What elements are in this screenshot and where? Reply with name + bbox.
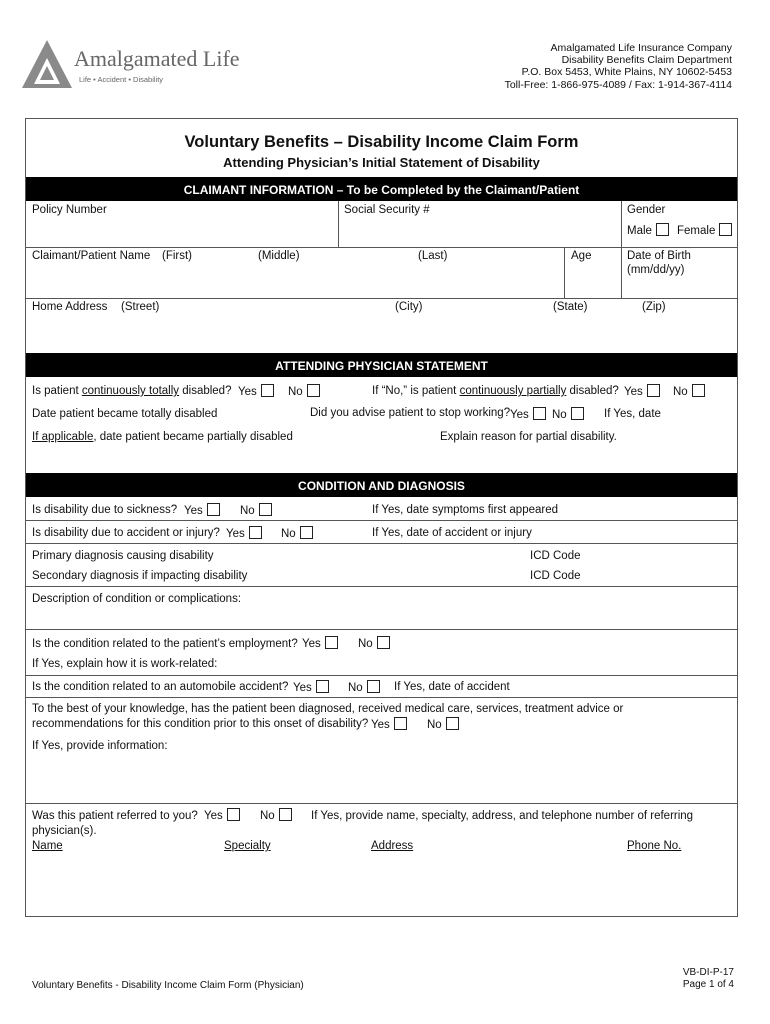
column-address: Address	[371, 840, 414, 852]
company-logo	[22, 40, 240, 92]
form-title: Voluntary Benefits – Disability Income Claim Form	[184, 133, 579, 151]
female-checkbox[interactable]	[719, 223, 732, 236]
total-yes-option[interactable]	[238, 384, 274, 398]
total-no-option[interactable]	[288, 384, 320, 398]
total-yes-checkbox[interactable]	[261, 384, 274, 397]
date-totally-disabled-label: Date patient became totally disabled	[32, 408, 218, 420]
accident-no-option[interactable]	[281, 526, 313, 540]
referred-yes-checkbox[interactable]	[227, 808, 240, 821]
yes-label: Yes	[371, 719, 390, 731]
home-address-label: Home Address	[32, 301, 108, 313]
logo-tagline: Life • Accident • Disability	[79, 75, 164, 84]
accident-date-label: If Yes, date of accident or injury	[372, 527, 532, 539]
yes-label: Yes	[302, 638, 321, 650]
sickness-yes-option[interactable]	[184, 503, 220, 517]
sickness-no-checkbox[interactable]	[259, 503, 272, 516]
provide-info-label: If Yes, provide information:	[32, 740, 168, 752]
no-label: No	[281, 528, 296, 540]
referred-no-checkbox[interactable]	[279, 808, 292, 821]
page-number: Page 1 of 4	[682, 979, 734, 990]
form-code: VB-DI-P-17	[682, 967, 734, 978]
dob-format-label: (mm/dd/yy)	[627, 264, 685, 276]
if-applicable-text: If applicable	[32, 431, 94, 443]
auto-date-label: If Yes, date of accident	[394, 681, 510, 693]
no-label: No	[358, 638, 373, 650]
continuously-totally-question	[32, 385, 231, 397]
company-address	[505, 42, 732, 91]
auto-no-checkbox[interactable]	[367, 680, 380, 693]
partial-yes-checkbox[interactable]	[647, 384, 660, 397]
yes-label: Yes	[226, 528, 245, 540]
city-label: (City)	[395, 301, 423, 313]
condition-section-header: CONDITION AND DIAGNOSIS	[26, 473, 737, 497]
automobile-question: Is the condition related to an automobile accident?	[32, 681, 289, 693]
secondary-icd-label: ICD Code	[530, 570, 581, 582]
state-label: (State)	[553, 301, 588, 313]
footer-form-name: Voluntary Benefits - Disability Income Claim Form (Physician)	[32, 980, 304, 991]
no-label: No	[288, 386, 303, 398]
column-name: Name	[32, 840, 63, 852]
auto-no-option[interactable]	[348, 680, 380, 694]
knowledge-yes-checkbox[interactable]	[394, 717, 407, 730]
yes-label: Yes	[204, 810, 223, 822]
employment-yes-checkbox[interactable]	[325, 636, 338, 649]
question-text-end: disabled?	[566, 385, 619, 397]
total-no-checkbox[interactable]	[307, 384, 320, 397]
age-label: Age	[571, 250, 592, 262]
company-phone: Toll-Free: 1-866-975-4089 / Fax: 1-914-367-4114	[504, 78, 732, 91]
employment-question: Is the condition related to the patient’s employment?	[32, 638, 298, 650]
employment-no-option[interactable]	[358, 636, 390, 650]
zip-label: (Zip)	[642, 301, 666, 313]
male-checkbox[interactable]	[656, 223, 669, 236]
claimant-name-label: Claimant/Patient Name	[32, 250, 151, 262]
yes-label: Yes	[184, 505, 203, 517]
female-label: Female	[677, 225, 716, 237]
primary-icd-label: ICD Code	[530, 550, 581, 562]
ssn-label: Social Security #	[344, 204, 430, 216]
stop-working-question	[310, 407, 510, 419]
form-subtitle: Attending Physician’s Initial Statement of Disability	[223, 155, 540, 170]
question-text: Did you advise patient to stop working?	[310, 407, 511, 419]
stop-no-checkbox[interactable]	[571, 407, 584, 420]
referred-question: Was this patient referred to you?	[32, 810, 198, 822]
physician-section-header: ATTENDING PHYSICIAN STATEMENT	[26, 353, 737, 377]
knowledge-question-line2: recommendations for this condition prior to this onset of disability?	[32, 718, 369, 730]
explain-partial-label: Explain reason for partial disability.	[440, 431, 617, 443]
logo-triangle-icon	[22, 40, 72, 90]
company-po-box: P.O. Box 5453, White Plains, NY 10602-5453	[521, 66, 732, 79]
referred-no-option[interactable]	[260, 808, 292, 822]
description-label: Description of condition or complications:	[32, 593, 242, 605]
explain-work-label: If Yes, explain how it is work-related:	[32, 658, 218, 670]
column-specialty: Specialty	[224, 840, 271, 852]
logo-name: Amalgamated Life	[74, 46, 240, 71]
stop-no-option[interactable]	[552, 407, 584, 421]
accident-question: Is disability due to accident or injury?	[32, 527, 220, 539]
secondary-diagnosis-label: Secondary diagnosis if impacting disability	[32, 570, 248, 582]
company-department: Disability Benefits Claim Department	[561, 54, 732, 67]
question-text-end: disabled?	[179, 385, 232, 397]
sickness-no-option[interactable]	[240, 503, 272, 517]
continuously-partially-question	[372, 385, 619, 397]
accident-yes-option[interactable]	[226, 526, 262, 540]
if-yes-date-label: If Yes, date	[604, 408, 661, 420]
sickness-yes-checkbox[interactable]	[207, 503, 220, 516]
referring-instructions-line2: physician(s).	[32, 825, 97, 837]
auto-yes-checkbox[interactable]	[316, 680, 329, 693]
partial-no-checkbox[interactable]	[692, 384, 705, 397]
knowledge-no-option[interactable]	[427, 717, 459, 731]
column-phone: Phone No.	[627, 840, 682, 852]
question-underlined: continuously partially	[459, 385, 567, 397]
sickness-question: Is disability due to sickness?	[32, 504, 178, 516]
male-label: Male	[627, 225, 652, 237]
stop-yes-checkbox[interactable]	[533, 407, 546, 420]
no-label: No	[427, 719, 442, 731]
employment-yes-option[interactable]	[302, 636, 338, 650]
employment-no-checkbox[interactable]	[377, 636, 390, 649]
partial-yes-option[interactable]	[624, 384, 660, 398]
stop-yes-option[interactable]	[510, 407, 546, 421]
middle-name-label: (Middle)	[258, 250, 300, 262]
referring-instructions-line1: If Yes, provide name, specialty, address, and telephone number of referring	[311, 810, 694, 822]
auto-yes-option[interactable]	[293, 680, 329, 694]
partial-no-option[interactable]	[673, 384, 705, 398]
knowledge-no-checkbox[interactable]	[446, 717, 459, 730]
gender-female-option[interactable]	[677, 223, 732, 237]
date-partially-disabled-label	[32, 431, 293, 443]
no-label: No	[260, 810, 275, 822]
policy-number-label: Policy Number	[32, 204, 107, 216]
first-name-label: (First)	[162, 250, 193, 262]
dob-label: Date of Birth	[627, 250, 691, 262]
primary-diagnosis-label: Primary diagnosis causing disability	[32, 550, 214, 562]
yes-label: Yes	[510, 409, 529, 421]
footer-page-info	[683, 967, 734, 991]
claim-form	[25, 118, 738, 917]
yes-label: Yes	[238, 386, 257, 398]
street-label: (Street)	[121, 301, 160, 313]
accident-yes-checkbox[interactable]	[249, 526, 262, 539]
question-text: If “No,” is patient	[372, 385, 460, 397]
no-label: No	[240, 505, 255, 517]
question-text: Is patient	[32, 385, 82, 397]
company-name: Amalgamated Life Insurance Company	[550, 42, 732, 54]
claimant-section-header: CLAIMANT INFORMATION – To be Completed by the Claimant/Patient	[26, 177, 737, 201]
gender-male-option[interactable]	[627, 223, 669, 237]
no-label: No	[552, 409, 567, 421]
gender-label: Gender	[627, 204, 666, 216]
knowledge-question-line1: To the best of your knowledge, has the patient been diagnosed, received medical care, services, treatment advice or	[32, 703, 624, 715]
symptoms-date-label: If Yes, date symptoms first appeared	[372, 504, 559, 516]
knowledge-yes-option[interactable]	[371, 717, 407, 731]
date-partially-text: , date patient became partially disabled	[93, 431, 293, 443]
accident-no-checkbox[interactable]	[300, 526, 313, 539]
no-label: No	[673, 386, 688, 398]
no-label: No	[348, 682, 363, 694]
question-underlined: continuously totally	[81, 385, 180, 397]
yes-label: Yes	[624, 386, 643, 398]
yes-label: Yes	[293, 682, 312, 694]
referred-yes-option[interactable]	[204, 808, 240, 822]
last-name-label: (Last)	[418, 250, 448, 262]
